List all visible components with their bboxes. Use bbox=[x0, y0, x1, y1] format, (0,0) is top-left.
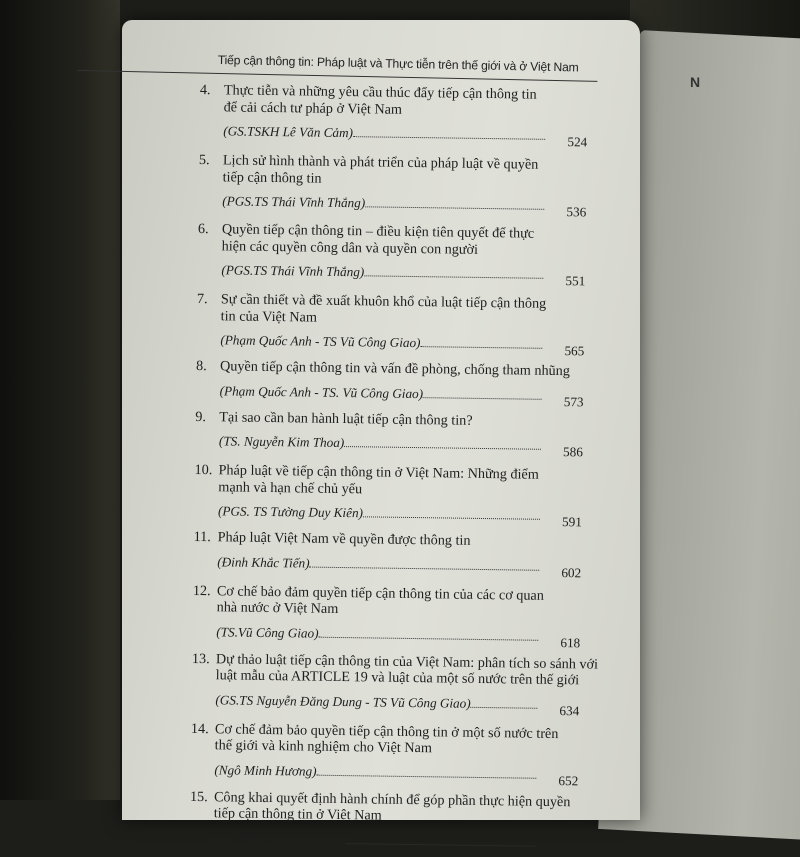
toc-entry bbox=[196, 290, 585, 359]
entry-title: Pháp luật Việt Nam về quyền được thông tin bbox=[217, 529, 471, 549]
entry-title: Pháp luật về tiếp cận thông tin ở Việt Nam: Những điểm bbox=[218, 462, 539, 483]
leader-dots bbox=[423, 386, 542, 400]
leader-dots bbox=[316, 763, 536, 778]
entry-author-line bbox=[194, 503, 583, 530]
entry-page-number: 668 bbox=[557, 840, 578, 856]
entry-number: 4. bbox=[199, 82, 211, 99]
entry-title: Lịch sử hình thành và phát triển của pháp luật về quyền bbox=[222, 152, 539, 173]
entry-author: (Phạm Quốc Anh - TS. Vũ Công Giao) bbox=[219, 382, 424, 401]
leader-dots bbox=[310, 555, 540, 570]
entry-title-continued: tiếp cận thông tin bbox=[222, 168, 322, 187]
entry-title-continued: mạnh và hạn chế chủ yếu bbox=[218, 478, 363, 497]
entry-author: (TS. Nguyễn Hoàng Anh) bbox=[213, 829, 347, 847]
toc-entry bbox=[197, 220, 586, 289]
entry-author: (PGS.TS Thái Vĩnh Thắng) bbox=[222, 193, 366, 211]
leader-dots bbox=[344, 435, 541, 450]
entry-author: (GS.TSKH Lê Văn Cảm) bbox=[223, 123, 354, 141]
toc-entry bbox=[193, 528, 582, 580]
leader-dots bbox=[363, 505, 540, 519]
entry-title: Quyền tiếp cận thông tin và vấn đề phòng, chống tham nhũng bbox=[219, 358, 571, 380]
entry-author-line bbox=[196, 382, 584, 409]
leader-dots bbox=[365, 195, 544, 209]
toc-entry bbox=[189, 788, 578, 856]
entry-number: 9. bbox=[195, 408, 207, 425]
toc-entry bbox=[191, 650, 599, 718]
background-left bbox=[0, 0, 120, 800]
entry-author-line bbox=[192, 623, 581, 650]
entry-title: Quyền tiếp cận thông tin – điều kiện tiên quyết để thực bbox=[221, 221, 535, 242]
entry-author: (GS.TS Nguyễn Đăng Dung - TS Vũ Công Giao) bbox=[215, 691, 471, 711]
entry-author: (PGS.TS Thái Vĩnh Thắng) bbox=[221, 262, 365, 280]
entry-author: (TS.Vũ Công Giao) bbox=[216, 623, 319, 641]
toc-entry bbox=[192, 582, 581, 650]
entry-title-continued: để cải cách tư pháp ở Việt Nam bbox=[223, 98, 403, 118]
leader-dots bbox=[420, 335, 542, 349]
entry-title: Cơ chế bảo đảm quyền tiếp cận thông tin của các cơ quan bbox=[216, 582, 544, 604]
entry-number: 14. bbox=[190, 720, 209, 737]
leader-dots bbox=[318, 625, 538, 640]
entry-title: Công khai quyết định hành chính để góp phần thực hiện quyền bbox=[213, 788, 571, 810]
entry-author-line bbox=[195, 433, 583, 460]
entry-page-number: 634 bbox=[559, 702, 580, 718]
entry-author-line bbox=[190, 761, 579, 788]
entry-number: 10. bbox=[194, 461, 213, 479]
toc-entry bbox=[194, 461, 583, 530]
entry-author: (PGS. TS Tường Duy Kiên) bbox=[217, 503, 364, 521]
entry-page-number: 524 bbox=[567, 134, 588, 150]
entry-page-number: 565 bbox=[564, 343, 585, 359]
toc-entry bbox=[195, 357, 584, 409]
entry-page-number: 602 bbox=[561, 564, 582, 580]
entry-author-line bbox=[189, 829, 578, 856]
entry-author: (TS. Nguyễn Kim Thoa) bbox=[218, 433, 345, 451]
entry-title: Sự cần thiết và đề xuất khuôn khổ của luật tiếp cận thông bbox=[220, 291, 547, 312]
page-number: 6 bbox=[77, 48, 87, 66]
adjacent-page-letter: N bbox=[690, 74, 701, 90]
entry-author-line bbox=[191, 691, 580, 718]
entry-number: 7. bbox=[196, 290, 208, 308]
entry-number: 12. bbox=[192, 582, 211, 599]
entry-title: Dự thảo luật tiếp cận thông tin của Việt Nam: phân tích so sánh với bbox=[215, 650, 599, 673]
entry-number: 6. bbox=[197, 220, 209, 238]
entry-title-continued: nhà nước ở Việt Nam bbox=[216, 599, 339, 617]
entry-number: 8. bbox=[195, 357, 207, 375]
entry-title-continued: hiện các quyền công dân và quyền con người bbox=[221, 237, 479, 258]
table-of-contents bbox=[189, 82, 599, 856]
running-title: Tiếp cận thông tin: Pháp luật và Thực tiễn trên thế giới và ở Việt Nam bbox=[217, 52, 579, 75]
entry-author: (Đinh Khắc Tiến) bbox=[217, 553, 310, 571]
toc-entry bbox=[190, 720, 579, 788]
toc-entry bbox=[199, 82, 588, 150]
leader-dots bbox=[364, 264, 543, 278]
leader-dots bbox=[353, 125, 545, 140]
entry-author-line bbox=[199, 123, 588, 150]
entry-title-continued: tin của Việt Nam bbox=[220, 307, 318, 326]
entry-title-continued: tiếp cận thông tin ở Việt Nam bbox=[213, 805, 382, 824]
entry-page-number: 551 bbox=[565, 273, 586, 289]
entry-page-number: 586 bbox=[562, 444, 583, 460]
entry-author-line bbox=[193, 553, 582, 580]
entry-number: 15. bbox=[189, 788, 208, 805]
toc-entry bbox=[195, 408, 583, 460]
leader-dots bbox=[471, 695, 538, 708]
entry-author-line bbox=[196, 332, 585, 359]
entry-title-continued: luật mẫu của ARTICLE 19 và luật của một số nước trên thế giới bbox=[215, 667, 580, 689]
entry-page-number: 573 bbox=[563, 393, 584, 409]
entry-title: Thực tiễn và những yêu cầu thúc đẩy tiếp cận thông tin bbox=[223, 82, 537, 103]
toc-entry bbox=[198, 151, 587, 220]
entry-number: 13. bbox=[191, 650, 210, 667]
entry-page-number: 591 bbox=[562, 514, 583, 530]
entry-number: 5. bbox=[198, 151, 210, 169]
entry-number: 11. bbox=[193, 528, 211, 546]
entry-page-number: 618 bbox=[560, 634, 581, 650]
entry-page-number: 652 bbox=[558, 772, 579, 788]
entry-title-continued: thế giới và kinh nghiệm cho Việt Nam bbox=[214, 737, 433, 757]
entry-author: (Ngô Minh Hương) bbox=[214, 761, 317, 779]
leader-dots bbox=[346, 832, 535, 847]
entry-author-line bbox=[198, 193, 587, 220]
entry-title: Tại sao cần ban hành luật tiếp cận thông tin? bbox=[219, 408, 473, 429]
entry-page-number: 536 bbox=[566, 204, 587, 220]
entry-title: Cơ chế đảm bảo quyền tiếp cận thông tin ở một số nước trên bbox=[214, 720, 559, 742]
entry-author-line bbox=[197, 262, 586, 289]
entry-author: (Phạm Quốc Anh - TS Vũ Công Giao) bbox=[220, 332, 421, 351]
